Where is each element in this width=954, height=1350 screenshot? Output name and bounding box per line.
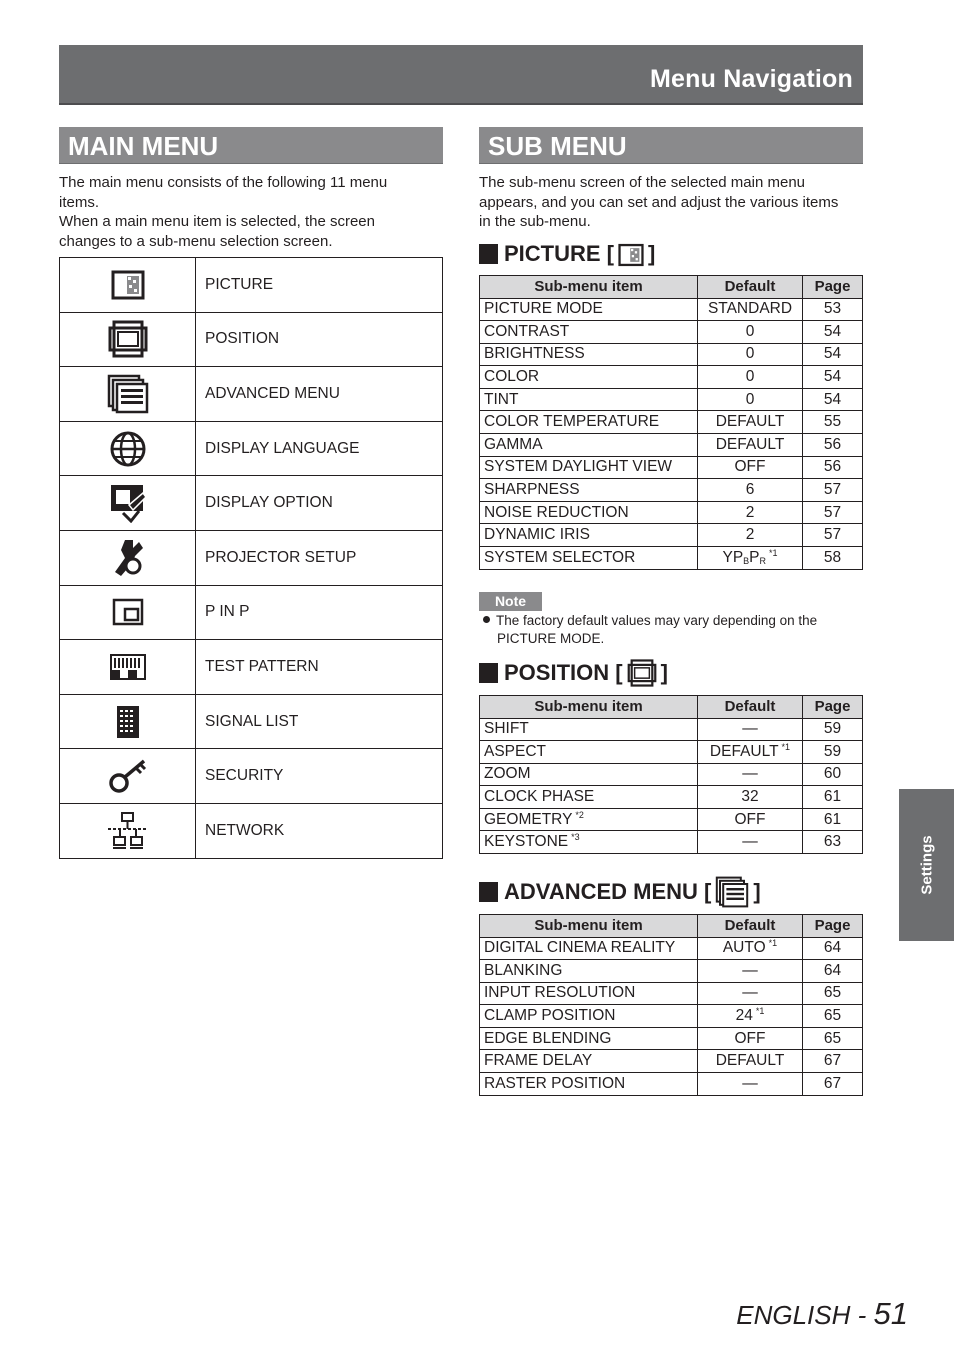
intro-line: items. (59, 193, 100, 211)
submenu-default (698, 831, 803, 854)
main-menu-heading: MAIN MENU (68, 131, 219, 161)
table-header-row (480, 696, 863, 719)
advanced-menu-icon (715, 876, 749, 908)
submenu-page: 60 (803, 763, 863, 786)
main-menu-item-label: SECURITY (196, 749, 443, 804)
table-row (480, 786, 863, 809)
footnote-mark: *1 (781, 741, 791, 752)
table-row (480, 741, 863, 764)
submenu-item (480, 718, 698, 741)
signal-list-icon (60, 694, 196, 749)
submenu-default: 6 (698, 479, 803, 502)
default-text: AUTO (722, 939, 766, 957)
submenu-page: 67 (803, 1050, 863, 1073)
note-line: PICTURE MODE. (497, 631, 605, 646)
footnote-mark: *1 (769, 547, 778, 558)
item-text: GEOMETRY (484, 810, 573, 828)
position-section-heading (479, 659, 668, 687)
note-text (483, 612, 817, 648)
table-row (480, 388, 863, 411)
table-row (60, 421, 443, 476)
submenu-item: SYSTEM DAYLIGHT VIEW (480, 456, 698, 479)
default-text: DEFAULT (715, 1052, 785, 1070)
default-text: 32 (741, 788, 759, 806)
heading-square-icon (479, 882, 498, 902)
intro-line: When a main menu item is selected, the screen (59, 213, 375, 230)
footnote-mark: *2 (575, 809, 584, 820)
table-row (480, 1005, 863, 1028)
submenu-default (698, 982, 803, 1005)
submenu-item (480, 786, 698, 809)
picture-submenu-table (479, 275, 863, 570)
page-footer (736, 1296, 908, 1332)
submenu-item: COLOR TEMPERATURE (480, 411, 698, 434)
table-row (60, 694, 443, 749)
table-row (480, 434, 863, 457)
table-row (480, 479, 863, 502)
footnote-mark: *1 (768, 938, 778, 949)
column-header: Page (803, 915, 863, 938)
submenu-page: 65 (803, 1027, 863, 1050)
submenu-page: 65 (803, 982, 863, 1005)
default-text: — (742, 984, 758, 1002)
default-text: OFF (734, 1029, 766, 1047)
column-header: Sub-menu item (480, 915, 698, 938)
submenu-default (698, 1027, 803, 1050)
main-menu-item-label: DISPLAY OPTION (196, 476, 443, 531)
column-header: Sub-menu item (480, 696, 698, 719)
note-line: The factory default values may vary depending on the (496, 613, 818, 628)
advanced-heading-text: ADVANCED MENU [ (504, 879, 712, 904)
submenu-item: INPUT RESOLUTION (480, 982, 698, 1005)
table-row (60, 258, 443, 313)
submenu-page: 61 (803, 808, 863, 831)
header-bar (59, 45, 863, 105)
table-row (480, 456, 863, 479)
item-text: ASPECT (484, 742, 547, 760)
main-menu-item-label: TEST PATTERN (196, 640, 443, 695)
table-row (60, 585, 443, 640)
sub-menu-heading: SUB MENU (488, 131, 627, 161)
table-row (60, 367, 443, 422)
main-menu-item-label: PROJECTOR SETUP (196, 530, 443, 585)
submenu-page: 67 (803, 1073, 863, 1096)
submenu-item (480, 763, 698, 786)
pinp-icon (60, 585, 196, 640)
submenu-default (698, 741, 803, 764)
submenu-default (698, 547, 803, 570)
submenu-default: 0 (698, 388, 803, 411)
main-menu-heading-bar (59, 127, 443, 164)
default-text: — (742, 720, 758, 738)
submenu-default (698, 1073, 803, 1096)
item-text: KEYSTONE (484, 833, 569, 851)
main-menu-item-label: PICTURE (196, 258, 443, 313)
intro-line: changes to a sub-menu selection screen. (59, 232, 333, 250)
main-menu-item-label: POSITION (196, 312, 443, 367)
default-part: P (732, 548, 744, 566)
main-menu-intro (59, 173, 443, 251)
submenu-item: FRAME DELAY (480, 1050, 698, 1073)
submenu-item (480, 808, 698, 831)
display-option-icon (60, 476, 196, 531)
table-row (480, 1027, 863, 1050)
submenu-default: 0 (698, 366, 803, 389)
table-row (60, 476, 443, 531)
submenu-item: DIGITAL CINEMA REALITY (480, 937, 698, 960)
network-icon (60, 803, 196, 858)
column-header: Default (698, 276, 803, 299)
default-text: — (742, 765, 758, 783)
submenu-item: EDGE BLENDING (480, 1027, 698, 1050)
default-text: — (742, 833, 758, 851)
submenu-default (698, 718, 803, 741)
table-row (480, 718, 863, 741)
picture-section-heading (479, 241, 655, 267)
position-heading-close: ] (660, 660, 668, 686)
table-row (60, 749, 443, 804)
submenu-default (698, 937, 803, 960)
footnote-mark: *3 (571, 832, 580, 843)
submenu-page: 61 (803, 786, 863, 809)
submenu-page: 57 (803, 524, 863, 547)
default-text: DEFAULT (709, 742, 779, 760)
submenu-page: 65 (803, 1005, 863, 1028)
table-row (480, 524, 863, 547)
submenu-default: DEFAULT (698, 434, 803, 457)
table-row (60, 312, 443, 367)
submenu-item: SHARPNESS (480, 479, 698, 502)
item-text: ZOOM (484, 765, 531, 783)
submenu-page: 59 (803, 718, 863, 741)
table-row (480, 960, 863, 983)
submenu-default: 2 (698, 501, 803, 524)
submenu-page: 64 (803, 960, 863, 983)
position-heading-text: POSITION [ (504, 660, 623, 686)
submenu-item: GAMMA (480, 434, 698, 457)
picture-heading-text: PICTURE [ (504, 241, 614, 267)
item-text: CLOCK PHASE (484, 788, 595, 806)
submenu-item: CONTRAST (480, 321, 698, 344)
advanced-heading-close: ] (753, 879, 761, 904)
advanced-section-heading (479, 876, 761, 908)
main-menu-item-label: ADVANCED MENU (196, 367, 443, 422)
sub-menu-intro (479, 173, 869, 232)
main-menu-item-label: SIGNAL LIST (196, 694, 443, 749)
table-row (480, 763, 863, 786)
submenu-default (698, 1050, 803, 1073)
submenu-item: CLAMP POSITION (480, 1005, 698, 1028)
wrench-icon (60, 530, 196, 585)
test-pattern-icon (60, 640, 196, 695)
heading-square-icon (479, 244, 498, 264)
side-tab-label: Settings (918, 835, 935, 895)
table-row (60, 803, 443, 858)
submenu-item (480, 831, 698, 854)
main-menu-table (59, 257, 443, 859)
table-row (60, 530, 443, 585)
table-row (480, 1050, 863, 1073)
submenu-page: 63 (803, 831, 863, 854)
default-text: 24 (735, 1007, 753, 1025)
table-row (480, 808, 863, 831)
submenu-default: STANDARD (698, 298, 803, 321)
submenu-default: 0 (698, 321, 803, 344)
advanced-menu-icon (60, 367, 196, 422)
picture-heading-close: ] (648, 241, 656, 267)
page-header-title: Menu Navigation (649, 65, 853, 93)
table-header-row (480, 915, 863, 938)
submenu-page: 64 (803, 937, 863, 960)
intro-line: The sub-menu screen of the selected main menu (479, 174, 806, 191)
item-text: SHIFT (484, 720, 529, 738)
footer-language: ENGLISH - (736, 1300, 867, 1330)
table-row (480, 501, 863, 524)
table-row (480, 831, 863, 854)
submenu-page: 57 (803, 479, 863, 502)
default-subscript: R (759, 555, 767, 566)
default-part: P (749, 548, 760, 566)
position-icon (60, 312, 196, 367)
table-row (480, 982, 863, 1005)
submenu-default (698, 960, 803, 983)
heading-square-icon (479, 663, 498, 683)
column-header: Page (803, 696, 863, 719)
default-subscript: B (743, 555, 750, 566)
submenu-page: 54 (803, 343, 863, 366)
globe-icon (60, 421, 196, 476)
default-text: — (742, 1074, 758, 1092)
submenu-item: TINT (480, 388, 698, 411)
submenu-default (698, 763, 803, 786)
position-submenu-table (479, 695, 863, 854)
submenu-item: RASTER POSITION (480, 1073, 698, 1096)
table-row (480, 298, 863, 321)
table-row (480, 366, 863, 389)
column-header: Page (803, 276, 863, 299)
submenu-page: 54 (803, 388, 863, 411)
advanced-submenu-table (479, 914, 863, 1096)
table-row (480, 1073, 863, 1096)
bullet-icon (483, 616, 490, 623)
default-text: OFF (734, 810, 766, 828)
submenu-default (698, 786, 803, 809)
submenu-page: 53 (803, 298, 863, 321)
table-row (60, 640, 443, 695)
intro-line: in the sub-menu. (479, 213, 591, 230)
table-row (480, 411, 863, 434)
submenu-item: SYSTEM SELECTOR (480, 547, 698, 570)
submenu-page: 59 (803, 741, 863, 764)
submenu-item: NOISE REDUCTION (480, 501, 698, 524)
intro-line: appears, and you can set and adjust the various items (479, 193, 839, 211)
submenu-default: OFF (698, 456, 803, 479)
submenu-page: 56 (803, 456, 863, 479)
table-header-row (480, 276, 863, 299)
submenu-default (698, 808, 803, 831)
submenu-item: PICTURE MODE (480, 298, 698, 321)
column-header: Default (698, 696, 803, 719)
submenu-page: 54 (803, 366, 863, 389)
submenu-item (480, 741, 698, 764)
page-number: 51 (873, 1296, 908, 1331)
main-menu-item-label: NETWORK (196, 803, 443, 858)
table-row (480, 321, 863, 344)
sub-menu-heading-bar (479, 127, 863, 164)
submenu-default: 0 (698, 343, 803, 366)
main-menu-item-label: DISPLAY LANGUAGE (196, 421, 443, 476)
submenu-page: 56 (803, 434, 863, 457)
submenu-default (698, 1005, 803, 1028)
key-icon (60, 749, 196, 804)
submenu-item: COLOR (480, 366, 698, 389)
intro-line: The main menu consists of the following 11 menu (59, 174, 388, 191)
note-badge: Note (479, 592, 542, 611)
picture-icon (60, 258, 196, 313)
table-row (480, 547, 863, 570)
submenu-item: BRIGHTNESS (480, 343, 698, 366)
submenu-page: 58 (803, 547, 863, 570)
column-header: Default (698, 915, 803, 938)
footnote-mark: *1 (755, 1006, 765, 1017)
settings-side-tab (899, 789, 954, 941)
submenu-item: BLANKING (480, 960, 698, 983)
default-text: — (742, 961, 758, 979)
table-row (480, 937, 863, 960)
submenu-page: 54 (803, 321, 863, 344)
submenu-page: 57 (803, 501, 863, 524)
submenu-page: 55 (803, 411, 863, 434)
table-row (480, 343, 863, 366)
position-icon (627, 659, 657, 687)
default-part: Y (722, 548, 733, 566)
picture-icon (618, 241, 644, 267)
main-menu-item-label: P IN P (196, 585, 443, 640)
submenu-item: DYNAMIC IRIS (480, 524, 698, 547)
column-header: Sub-menu item (480, 276, 698, 299)
submenu-default: DEFAULT (698, 411, 803, 434)
submenu-default: 2 (698, 524, 803, 547)
